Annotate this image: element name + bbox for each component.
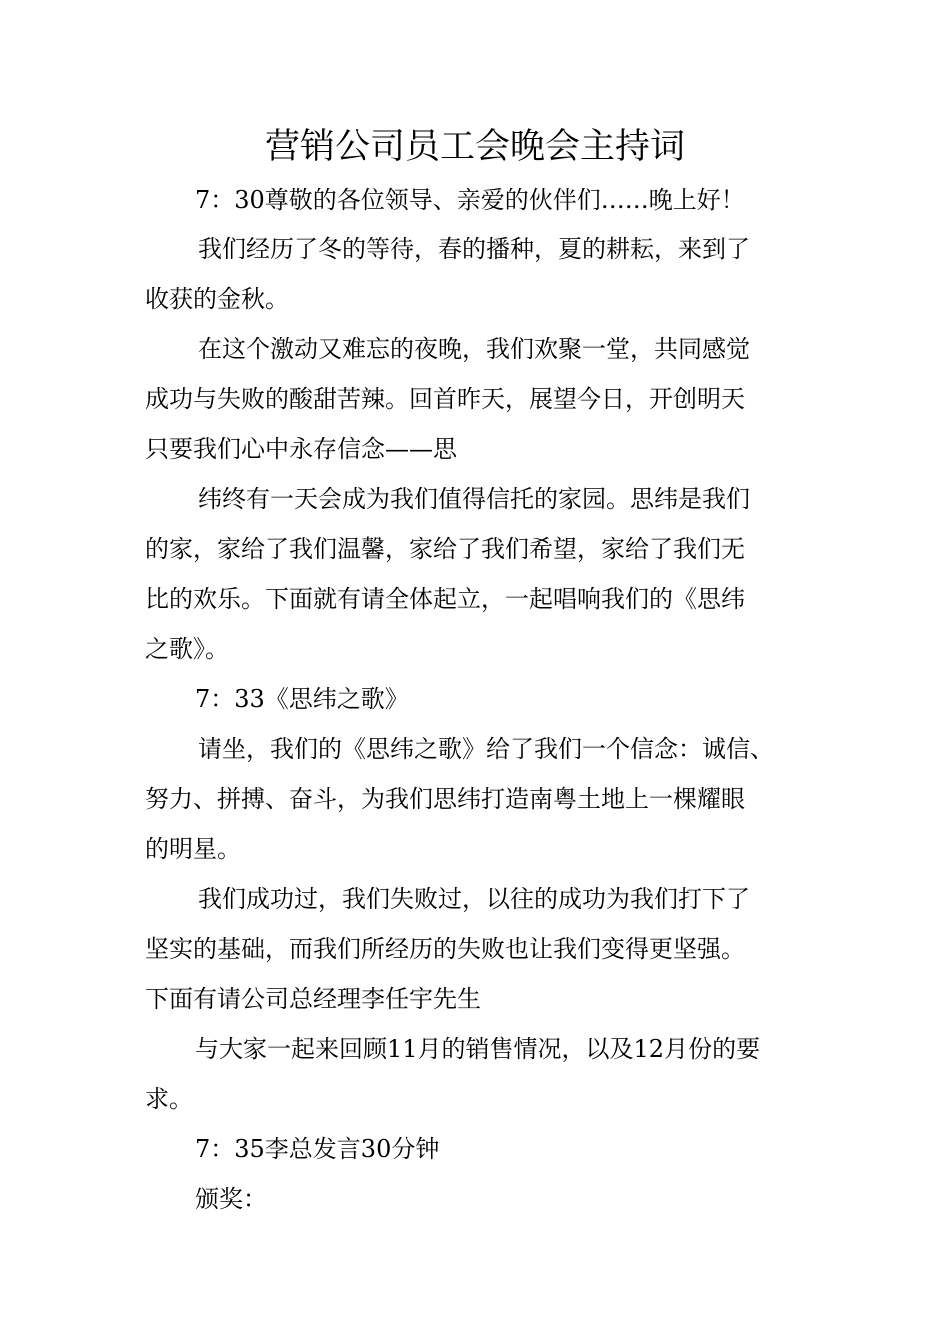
text-line: 颁奖：: [195, 1185, 267, 1213]
text-line: 纬终有一天会成为我们值得信托的家园。思纬是我们: [198, 485, 750, 513]
text-line: 收获的金秋。: [145, 285, 289, 313]
text-line: 的家，家给了我们温馨，家给了我们希望，家给了我们无: [145, 535, 745, 563]
text-line: 下面有请公司总经理李任宇先生: [145, 985, 481, 1013]
text-line: 在这个激动又难忘的夜晚，我们欢聚一堂，共同感觉: [198, 335, 750, 363]
text-line: 努力、拼搏、奋斗，为我们思纬打造南粤土地上一棵耀眼: [145, 785, 745, 813]
document-title: 营销公司员工会晚会主持词: [264, 127, 685, 167]
text-line: 求。: [145, 1085, 193, 1113]
text-line: 之歌》。: [145, 635, 229, 663]
text-line: 7：30尊敬的各位领导、亲爱的伙伴们……晚上好！: [195, 186, 745, 214]
text-line: 坚实的基础，而我们所经历的失败也让我们变得更坚强。: [145, 935, 745, 963]
text-line: 比的欢乐。下面就有请全体起立，一起唱响我们的《思纬: [145, 585, 745, 613]
text-line: 我们成功过，我们失败过，以往的成功为我们打下了: [198, 885, 750, 913]
text-line: 与大家一起来回顾11月的销售情况，以及12月份的要: [195, 1035, 761, 1063]
text-line: 7：33《思纬之歌》: [195, 685, 409, 713]
text-line: 的明星。: [145, 835, 241, 863]
text-line: 请坐，我们的《思纬之歌》给了我们一个信念：诚信、: [198, 735, 774, 763]
text-line: 7：35李总发言30分钟: [195, 1135, 440, 1163]
text-line: 只要我们心中永存信念——思: [145, 435, 457, 463]
text-line: 成功与失败的酸甜苦辣。回首昨天，展望今日，开创明天: [145, 385, 745, 413]
text-line: 我们经历了冬的等待，春的播种，夏的耕耘，来到了: [198, 235, 750, 263]
